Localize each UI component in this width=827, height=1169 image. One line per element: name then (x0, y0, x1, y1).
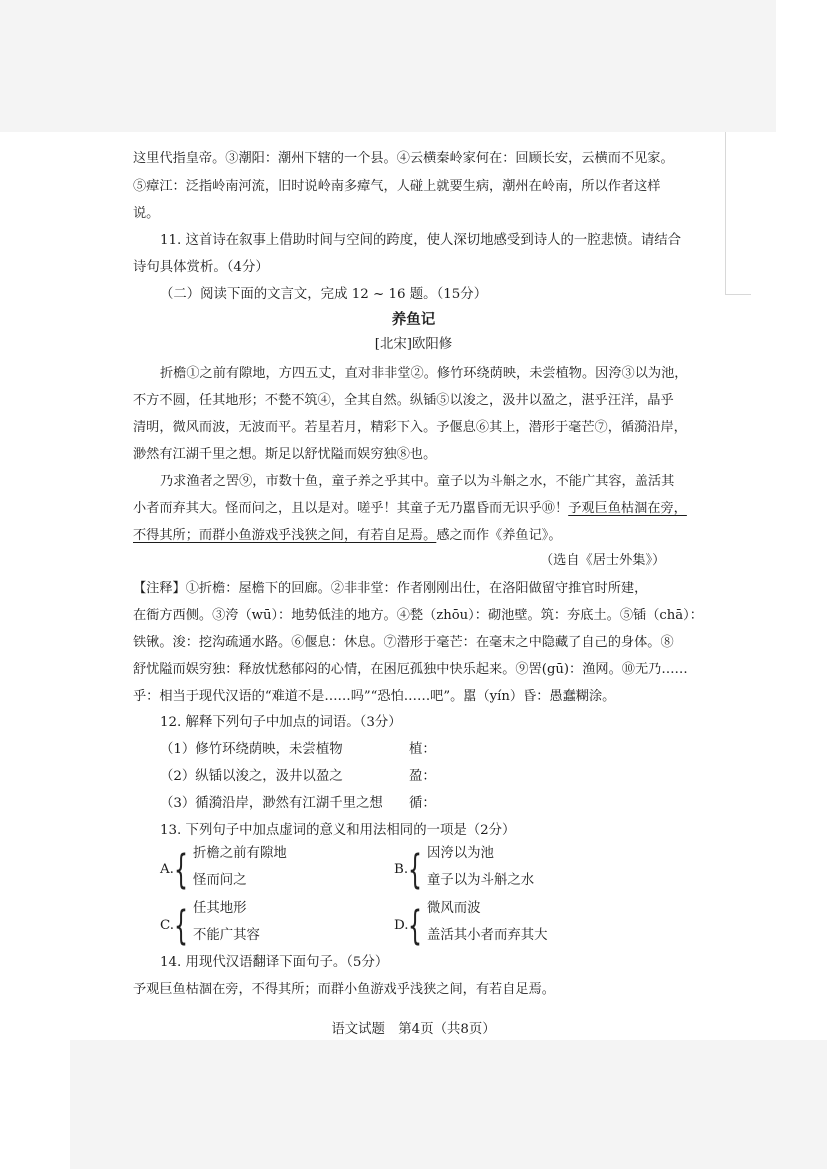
question-14-stem: 14. 用现代汉语翻译下面句子。（5分） (160, 955, 389, 970)
option-c-line: 任其地形 (193, 901, 247, 916)
annotation-line: 乎：相当于现代汉语的“难道不是……吗”“恐怕……吧”。嚚（yín）昏：愚蠢糊涂。 (133, 689, 616, 704)
essay-line (133, 527, 562, 545)
option-c-line: 不能广其容 (193, 928, 260, 943)
option-b-label: B. (394, 862, 409, 877)
note-line: ⑤瘴江：泛指岭南河流，旧时说岭南多瘴气，人碰上就要生病，潮州在岭南，所以作者这样 (133, 179, 661, 194)
essay-author: [北宋]欧阳修 (374, 337, 453, 352)
question-12-item: （1）修竹环绕荫映，未尝植物 (160, 742, 343, 757)
annotation-line: 铁锹。浚：挖沟疏通水路。⑥偃息：休息。⑦潜形于毫芒：在毫末之中隐藏了自己的身体。⑧ (133, 635, 674, 650)
page-footer: 语文试题 第4页（共8页） (331, 1022, 496, 1037)
essay-line: 渺然有江湖千里之想。斯足以舒忧隘而娱穷独⑧也。 (133, 447, 437, 462)
question-12-word: 盈： (409, 769, 436, 784)
essay-line: 清明，微风而波，无波而平。若星若月，精彩下入。予偃息⑥其上，潜形于毫芒⑦，循漪沿岸， (133, 420, 687, 435)
brace-icon: { (408, 847, 422, 893)
essay-title: 养鱼记 (391, 311, 436, 328)
question-12-item: （3）循漪沿岸，渺然有江湖千里之想 (160, 796, 383, 811)
question-11-line: 11. 这首诗在叙事上借助时间与空间的跨度，使人深切地感受到诗人的一腔悲愤。请结合 (160, 233, 682, 248)
question-13-stem: 13. 下列句子中加点虚词的意义和用法相同的一项是（2分） (160, 823, 516, 838)
option-d-line: 微风而波 (427, 901, 481, 916)
option-d-line: 盖活其小者而弃其大 (427, 928, 548, 943)
brace-icon: { (174, 903, 188, 949)
option-c-label: C. (160, 918, 175, 933)
annotation-line: 舒忧隘而娱穷独：释放忧愁郁闷的心情，在困厄孤独中快乐起来。⑨罟(gū)：渔网。⑩无乃…… (133, 662, 688, 677)
question-12-stem: 12. 解释下列句子中加点的词语。（3分） (160, 715, 402, 730)
essay-line: 不方不圆，任其地形；不甃不筑④，全其自然。纵锸⑤以浚之，汲井以盈之，湛乎汪洋，晶乎 (133, 393, 674, 408)
essay-line: 折檐①之前有隙地，方四五丈，直对非非堂②。修竹环绕荫映，未尝植物。因洿③以为池， (160, 366, 688, 381)
annotation-line: 在衙方西侧。③洿（wū）：地势低洼的地方。④甃（zhōu）：砌池壁。筑：夯底土。⑤锸（chā）： (133, 608, 703, 623)
essay-source: （选自《居士外集》） (540, 553, 666, 568)
option-b-line: 童子以为斗斛之水 (427, 873, 535, 888)
question-12-word: 植： (409, 742, 436, 757)
annotation-line: 【注释】①折檐：屋檐下的回廊。②非非堂：作者刚刚出仕，在洛阳做留守推官时所建， (133, 581, 648, 596)
note-line: 这里代指皇帝。③潮阳：潮州下辖的一个县。④云横秦岭家何在：回顾长安，云横而不见家。 (133, 151, 674, 166)
option-b-line: 因洿以为池 (427, 846, 494, 861)
question-12-item: （2）纵锸以浚之，汲井以盈之 (160, 769, 343, 784)
question-12-word: 循： (409, 796, 436, 811)
note-line: 说。 (133, 206, 160, 221)
option-a-label: A. (160, 862, 174, 877)
option-a-line: 怪而问之 (193, 873, 247, 888)
essay-line: 乃求渔者之罟⑨，市数十鱼，童子养之乎其中。童子以为斗斛之水，不能广其容，盖活其 (160, 474, 675, 489)
underlined-sentence: 不得其所；而群小鱼游戏乎浅狭之间，有若自足焉。 (133, 528, 437, 543)
question-11-line: 诗句具体赏析。（4分） (133, 260, 269, 275)
option-a-line: 折檐之前有隙地 (193, 846, 287, 861)
underlined-sentence: 予观巨鱼枯涸在旁， (568, 501, 687, 516)
essay-text: 小者而弃其大。怪而问之，且以是对。嗟乎！其童子无乃嚚昏而无识乎⑩！ (133, 501, 569, 516)
brace-icon: { (408, 903, 422, 949)
essay-text: 感之而作《养鱼记》。 (436, 528, 562, 543)
section-heading: （二）阅读下面的文言文，完成 12 ~ 16 题。（15分） (160, 287, 488, 302)
question-14-sentence: 予观巨鱼枯涸在旁，不得其所；而群小鱼游戏乎浅狭之间，有若自足焉。 (133, 982, 555, 997)
essay-line (133, 500, 687, 518)
option-d-label: D. (394, 918, 409, 933)
brace-icon: { (174, 847, 188, 893)
